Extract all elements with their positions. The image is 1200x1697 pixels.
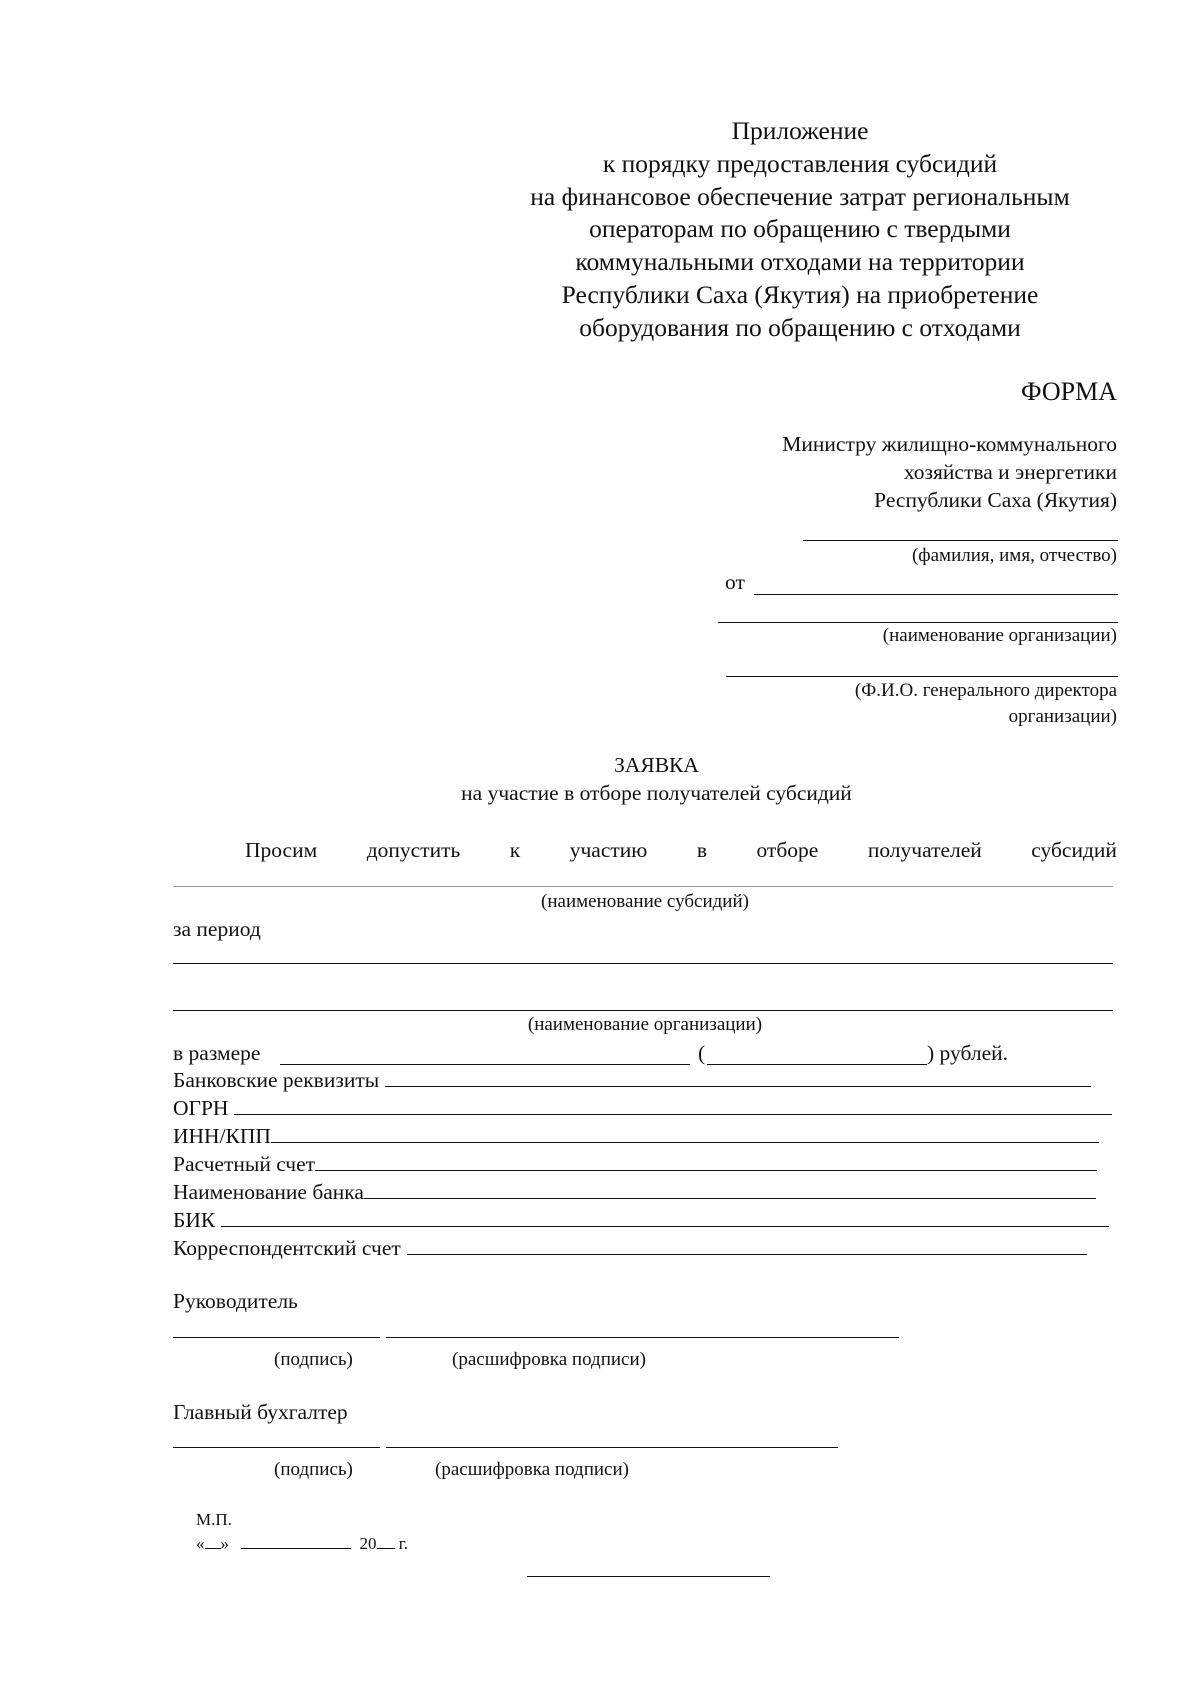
bank-name-label: Наименование банка — [173, 1180, 364, 1204]
accountant-signature-line[interactable] — [173, 1447, 380, 1448]
request-word: участию — [569, 838, 648, 862]
ogrn-row — [173, 1096, 1112, 1121]
year-prefix: 20 — [359, 1534, 377, 1553]
year-suffix: г. — [398, 1534, 409, 1553]
bik-line[interactable] — [221, 1208, 1109, 1227]
head-signature-caption: (подпись) — [274, 1349, 353, 1370]
head-signature-line[interactable] — [173, 1337, 380, 1338]
addressee-line-3: Республики Саха (Якутия) — [874, 488, 1117, 512]
request-line — [173, 838, 1117, 863]
request-word: к — [509, 838, 521, 862]
amount-prefix: в размере — [173, 1041, 261, 1065]
fio-caption: (фамилия, имя, отчество) — [911, 545, 1117, 566]
account-line[interactable] — [315, 1152, 1097, 1171]
appendix-line-2: к порядку предоставления субсидий — [602, 149, 998, 178]
director-caption-2: организации) — [1008, 706, 1117, 727]
month-field[interactable] — [241, 1548, 351, 1549]
fio-line[interactable] — [803, 540, 1118, 541]
stamp-label: М.П. — [196, 1510, 232, 1529]
accountant-label: Главный бухгалтер — [173, 1400, 348, 1424]
addressee-line-1: Министру жилищно-коммунального — [782, 432, 1117, 456]
org-caption: (наименование организации) — [527, 1014, 763, 1035]
bik-row — [173, 1208, 1109, 1233]
appendix-line-7: оборудования по обращению с отходами — [579, 313, 1021, 342]
amount-suffix: ) рублей. — [927, 1041, 1009, 1065]
from-label: от — [725, 570, 745, 594]
appendix-line-3: на финансовое обеспечение затрат региональным — [530, 182, 1070, 211]
appendix-line-4: операторам по обращению с твердыми — [589, 214, 1011, 243]
application-title: ЗАЯВКА — [614, 753, 699, 777]
amount-open-paren: ( — [698, 1041, 706, 1065]
year-field[interactable] — [377, 1548, 395, 1549]
from-line[interactable] — [754, 594, 1118, 595]
subsidy-name-caption: (наименование субсидий) — [541, 891, 749, 912]
head-decode-line[interactable] — [386, 1337, 899, 1338]
account-row — [173, 1152, 1097, 1177]
request-word: субсидий — [1031, 838, 1117, 862]
bank-details-row — [173, 1068, 1091, 1093]
period-line[interactable] — [173, 963, 1113, 964]
date-close-quote: » — [220, 1534, 229, 1553]
ogrn-line[interactable] — [234, 1096, 1112, 1115]
bank-name-row — [173, 1180, 1096, 1205]
form-label: ФОРМА — [1021, 377, 1117, 406]
accountant-decode-caption: (расшифровка подписи) — [435, 1459, 629, 1480]
appendix-title: Приложение — [731, 116, 869, 145]
bank-details-label: Банковские реквизиты — [173, 1068, 380, 1092]
bank-name-line[interactable] — [364, 1180, 1096, 1199]
accountant-signature-caption: (подпись) — [274, 1459, 353, 1480]
account-label: Расчетный счет — [173, 1152, 316, 1176]
request-word: Просим — [245, 838, 318, 862]
corr-account-row — [173, 1236, 1087, 1261]
appendix-line-5: коммунальными отходами на территории — [575, 247, 1025, 276]
corr-account-line[interactable] — [407, 1236, 1087, 1255]
head-decode-caption: (расшифровка подписи) — [452, 1349, 646, 1370]
inn-kpp-row — [173, 1124, 1099, 1149]
request-word: отборе — [756, 838, 819, 862]
request-word: получателей — [867, 838, 982, 862]
addressee-line-2: хозяйства и энергетики — [903, 460, 1117, 484]
org-name-caption: (наименование организации) — [882, 625, 1117, 646]
bottom-line — [527, 1576, 770, 1577]
appendix-line-6: Республики Саха (Якутия) на приобретение — [561, 280, 1039, 309]
inn-kpp-label: ИНН/КПП — [173, 1124, 271, 1148]
request-word: в — [696, 838, 707, 862]
amount-words-line[interactable] — [707, 1064, 927, 1065]
period-label: за период — [173, 917, 261, 941]
subsidy-name-line[interactable] — [173, 886, 1113, 887]
ogrn-label: ОГРН — [173, 1096, 229, 1120]
corr-account-label: Корреспондентский счет — [173, 1236, 401, 1260]
org-line[interactable] — [173, 1010, 1113, 1011]
amount-numeric-line[interactable] — [280, 1064, 690, 1065]
org-name-line[interactable] — [718, 622, 1118, 623]
date-row — [196, 1534, 408, 1554]
inn-kpp-line[interactable] — [271, 1124, 1099, 1143]
accountant-decode-line[interactable] — [386, 1447, 838, 1448]
bik-label: БИК — [173, 1208, 216, 1232]
director-line[interactable] — [726, 676, 1118, 677]
bank-details-line[interactable] — [385, 1068, 1091, 1087]
head-label: Руководитель — [173, 1289, 298, 1313]
day-field[interactable] — [205, 1548, 221, 1549]
application-subtitle: на участие в отборе получателей субсидий — [461, 781, 852, 805]
date-open-quote: « — [196, 1534, 205, 1553]
request-word: допустить — [366, 838, 461, 862]
director-caption-1: (Ф.И.О. генерального директора — [854, 680, 1117, 701]
